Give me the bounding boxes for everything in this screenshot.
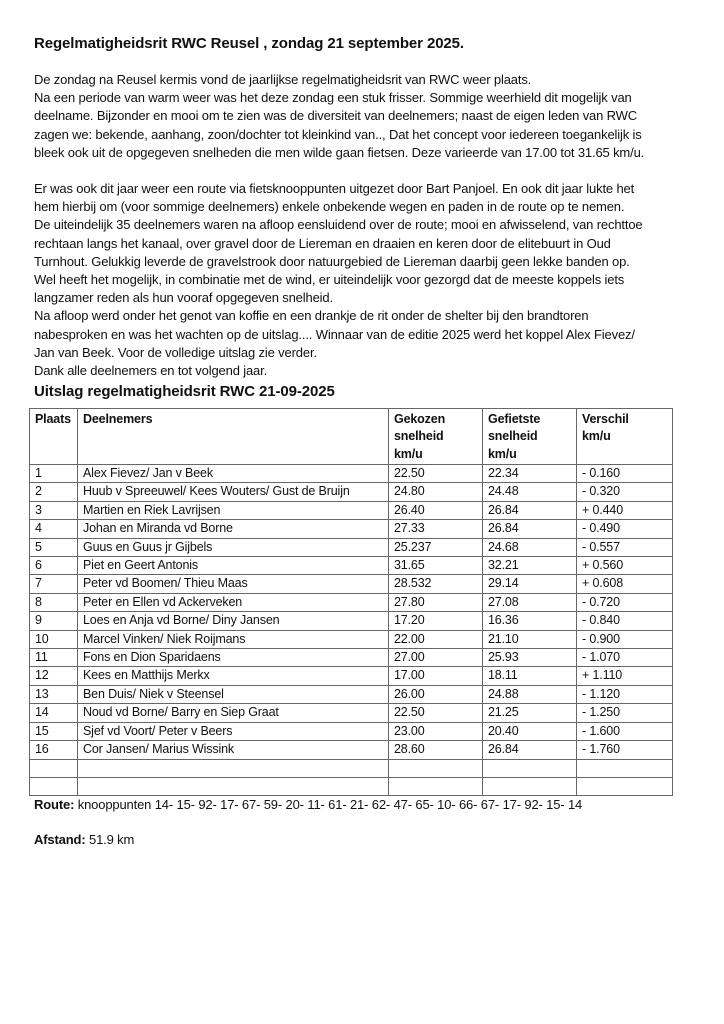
- table-row: [30, 501, 673, 519]
- table-row: [30, 557, 673, 575]
- cell-participants: Guus en Guus jr Gijbels: [78, 538, 389, 556]
- cell-chosen-speed: [389, 759, 483, 777]
- route-line: [34, 797, 582, 812]
- table-row: [30, 777, 673, 795]
- header-difference: [577, 409, 673, 465]
- cell-place: 5: [30, 538, 78, 556]
- cell-difference: - 0.720: [577, 593, 673, 611]
- distance-value: 51.9 km: [85, 832, 135, 847]
- cell-ridden-speed: [483, 759, 577, 777]
- cell-place: 12: [30, 667, 78, 685]
- cell-ridden-speed: 24.88: [483, 685, 577, 703]
- cell-place: 11: [30, 649, 78, 667]
- cell-ridden-speed: 21.10: [483, 630, 577, 648]
- cell-difference: - 1.120: [577, 685, 673, 703]
- cell-participants: Noud vd Borne/ Barry en Siep Graat: [78, 704, 389, 722]
- cell-ridden-speed: 24.68: [483, 538, 577, 556]
- paragraph-line: Na afloop werd onder het genot van koffie en een drankje de rit onder de shelter bij den brandtoren: [34, 308, 589, 324]
- table-row: [30, 722, 673, 740]
- cell-chosen-speed: [389, 777, 483, 795]
- cell-chosen-speed: 24.80: [389, 483, 483, 501]
- cell-difference: - 0.320: [577, 483, 673, 501]
- cell-chosen-speed: 17.00: [389, 667, 483, 685]
- cell-chosen-speed: 23.00: [389, 722, 483, 740]
- cell-chosen-speed: 27.80: [389, 593, 483, 611]
- cell-difference: [577, 777, 673, 795]
- cell-place: 7: [30, 575, 78, 593]
- cell-place: 9: [30, 612, 78, 630]
- cell-chosen-speed: 26.00: [389, 685, 483, 703]
- cell-ridden-speed: 26.84: [483, 741, 577, 759]
- header-chosen-line: snelheid: [394, 429, 444, 444]
- cell-ridden-speed: 26.84: [483, 520, 577, 538]
- paragraph-line: rechtaan langs het kanaal, over gravel door de Liereman en draaien en keren door de elitebuurt in Oud: [34, 235, 611, 251]
- table-row: [30, 575, 673, 593]
- cell-participants: Peter en Ellen vd Ackerveken: [78, 593, 389, 611]
- cell-place: 6: [30, 557, 78, 575]
- cell-place: 2: [30, 483, 78, 501]
- cell-participants: Fons en Dion Sparidaens: [78, 649, 389, 667]
- header-participants: Deelnemers: [78, 409, 389, 465]
- cell-participants: Marcel Vinken/ Niek Roijmans: [78, 630, 389, 648]
- cell-participants: [78, 777, 389, 795]
- cell-difference: + 0.608: [577, 575, 673, 593]
- cell-participants: Peter vd Boomen/ Thieu Maas: [78, 575, 389, 593]
- cell-difference: - 0.900: [577, 630, 673, 648]
- cell-ridden-speed: 32.21: [483, 557, 577, 575]
- header-difference-line: km/u: [582, 429, 611, 444]
- table-row: [30, 630, 673, 648]
- cell-place: 10: [30, 630, 78, 648]
- header-chosen-line: Gekozen: [394, 412, 446, 426]
- header-chosen-line: km/u: [394, 446, 423, 461]
- cell-ridden-speed: 24.48: [483, 483, 577, 501]
- cell-difference: - 0.490: [577, 520, 673, 538]
- cell-chosen-speed: 27.00: [389, 649, 483, 667]
- header-place: Plaats: [30, 409, 78, 465]
- cell-participants: Huub v Spreeuwel/ Kees Wouters/ Gust de Bruijn: [78, 483, 389, 501]
- cell-participants: [78, 759, 389, 777]
- intro-paragraph: [34, 71, 694, 162]
- paragraph-line: De zondag na Reusel kermis vond de jaarlijkse regelmatigheidsrit van RWC weer plaats.: [34, 72, 532, 87]
- cell-place: [30, 777, 78, 795]
- header-difference-line: Verschil: [582, 412, 629, 426]
- cell-place: 4: [30, 520, 78, 538]
- paragraph-line: hem hierbij om (voor sommige deelnemers) enkele onbekende wegen en paden in de route op te nemen.: [34, 199, 625, 215]
- paragraph-line: Turnhout. Gelukkig leverde de gravelstrook door natuurgebied de Liereman daarbij geen lekke banden op.: [34, 253, 630, 269]
- cell-place: 1: [30, 465, 78, 483]
- cell-difference: - 1.250: [577, 704, 673, 722]
- cell-ridden-speed: 20.40: [483, 722, 577, 740]
- results-table: [29, 408, 673, 796]
- paragraph-line: Na een periode van warm weer was het deze zondag een stuk frisser. Sommige weerhield dit mogelijk van: [34, 90, 632, 106]
- cell-difference: - 0.557: [577, 538, 673, 556]
- cell-participants: Loes en Anja vd Borne/ Diny Jansen: [78, 612, 389, 630]
- cell-chosen-speed: 17.20: [389, 612, 483, 630]
- cell-chosen-speed: 25.237: [389, 538, 483, 556]
- cell-difference: - 0.840: [577, 612, 673, 630]
- cell-ridden-speed: 22.34: [483, 465, 577, 483]
- paragraph-line: Er was ook dit jaar weer een route via fietsknooppunten uitgezet door Bart Panjoel. En ook dit jaar lukte het: [34, 181, 635, 197]
- cell-participants: Martien en Riek Lavrijsen: [78, 501, 389, 519]
- table-row: [30, 685, 673, 703]
- results-title: Uitslag regelmatigheidsrit RWC 21-09-2025: [34, 383, 335, 401]
- paragraph-line: Dank alle deelnemers en tot volgend jaar.: [34, 363, 268, 379]
- header-ridden-line: snelheid: [488, 429, 538, 444]
- paragraph-line: deelname. Bijzonder en mooi om te zien was de diversiteit van deelnemers; naast de eigen leden van RWC: [34, 108, 638, 124]
- cell-chosen-speed: 31.65: [389, 557, 483, 575]
- route-value: knooppunten 14- 15- 92- 17- 67- 59- 20- 11- 61- 21- 62- 47- 65- 10- 66- 67- 17- 92- 15- 14: [74, 797, 583, 812]
- header-ridden-line: km/u: [488, 446, 517, 461]
- cell-difference: [577, 759, 673, 777]
- cell-ridden-speed: 25.93: [483, 649, 577, 667]
- cell-difference: + 0.440: [577, 501, 673, 519]
- cell-participants: Johan en Miranda vd Borne: [78, 520, 389, 538]
- cell-place: 16: [30, 741, 78, 759]
- table-row: [30, 520, 673, 538]
- table-row: [30, 667, 673, 685]
- cell-ridden-speed: 16.36: [483, 612, 577, 630]
- header-ridden-speed: [483, 409, 577, 465]
- table-row: [30, 538, 673, 556]
- cell-ridden-speed: [483, 777, 577, 795]
- cell-chosen-speed: 22.50: [389, 704, 483, 722]
- paragraph-line: De uiteindelijk 35 deelnemers waren na afloop eensluidend over de route; mooi en afwisselend, van rechttoe: [34, 217, 643, 233]
- route-paragraph: [34, 180, 694, 380]
- table-row: [30, 759, 673, 777]
- cell-difference: - 1.600: [577, 722, 673, 740]
- cell-chosen-speed: 28.60: [389, 741, 483, 759]
- cell-place: 3: [30, 501, 78, 519]
- cell-ridden-speed: 26.84: [483, 501, 577, 519]
- cell-difference: + 0.560: [577, 557, 673, 575]
- table-row: [30, 483, 673, 501]
- cell-chosen-speed: 22.50: [389, 465, 483, 483]
- cell-chosen-speed: 27.33: [389, 520, 483, 538]
- cell-place: 14: [30, 704, 78, 722]
- cell-difference: - 1.760: [577, 741, 673, 759]
- cell-ridden-speed: 29.14: [483, 575, 577, 593]
- paragraph-line: Wel heeft het mogelijk, in combinatie met de wind, er uiteindelijk voor gezorgd dat de meeste koppels iets: [34, 272, 625, 288]
- paragraph-line: Jan van Beek. Voor de volledige uitslag zie verder.: [34, 344, 317, 360]
- paragraph-line: nabesproken en was het wachten op de uitslag.... Winnaar van de editie 2025 werd het koppel Alex Fievez/: [34, 326, 635, 342]
- document-page: [34, 34, 694, 410]
- cell-participants: Ben Duis/ Niek v Steensel: [78, 685, 389, 703]
- distance-line: [34, 832, 134, 847]
- cell-participants: Alex Fievez/ Jan v Beek: [78, 465, 389, 483]
- document-title: Regelmatigheidsrit RWC Reusel , zondag 21 september 2025.: [34, 35, 464, 52]
- cell-participants: Kees en Matthijs Merkx: [78, 667, 389, 685]
- header-chosen-speed: [389, 409, 483, 465]
- cell-ridden-speed: 18.11: [483, 667, 577, 685]
- cell-place: 13: [30, 685, 78, 703]
- cell-place: 15: [30, 722, 78, 740]
- cell-chosen-speed: 26.40: [389, 501, 483, 519]
- paragraph-line: bleek ook uit de opgegeven snelheden die men wilde gaan fietsen. Deze varieerde van 17.00 tot 31.65 km/u.: [34, 144, 645, 160]
- table-row: [30, 704, 673, 722]
- paragraph-line: zagen we: bekende, aanhang, zoon/dochter tot kleinkind van.., Dat het concept voor iedereen toegankelijk is: [34, 126, 642, 142]
- cell-chosen-speed: 22.00: [389, 630, 483, 648]
- cell-difference: - 1.070: [577, 649, 673, 667]
- cell-participants: Sjef vd Voort/ Peter v Beers: [78, 722, 389, 740]
- table-row: [30, 741, 673, 759]
- cell-place: [30, 759, 78, 777]
- cell-difference: + 1.110: [577, 667, 673, 685]
- route-label: Route:: [34, 797, 75, 812]
- header-ridden-line: Gefietste: [488, 412, 541, 426]
- cell-participants: Piet en Geert Antonis: [78, 557, 389, 575]
- cell-participants: Cor Jansen/ Marius Wissink: [78, 741, 389, 759]
- cell-difference: - 0.160: [577, 465, 673, 483]
- distance-label: Afstand:: [34, 832, 86, 847]
- paragraph-line: langzamer reden als hun vooraf opgegeven snelheid.: [34, 290, 333, 306]
- table-row: [30, 612, 673, 630]
- table-row: [30, 649, 673, 667]
- cell-place: 8: [30, 593, 78, 611]
- table-row: [30, 465, 673, 483]
- table-row: [30, 593, 673, 611]
- cell-chosen-speed: 28.532: [389, 575, 483, 593]
- cell-ridden-speed: 27.08: [483, 593, 577, 611]
- table-header-row: [30, 409, 673, 465]
- cell-ridden-speed: 21.25: [483, 704, 577, 722]
